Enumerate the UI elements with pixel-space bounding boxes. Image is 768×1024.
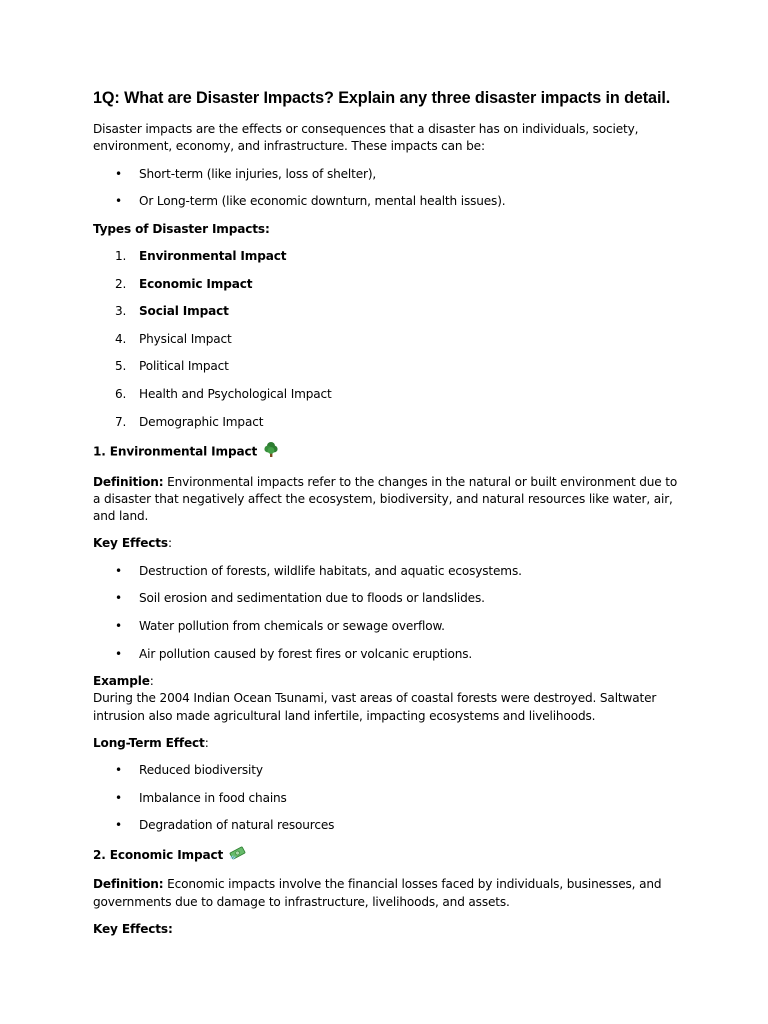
section-heading-text: 2. Economic Impact <box>93 848 224 863</box>
list-item <box>93 590 683 607</box>
definition-label: Definition: <box>93 474 164 489</box>
list-item-text: Social Impact <box>139 304 229 319</box>
list-item-text: Soil erosion and sedimentation due to floods or landslides. <box>139 591 485 606</box>
list-item-text: Destruction of forests, wildlife habitats, and aquatic ecosystems. <box>139 563 522 578</box>
list-number: 3. <box>115 304 127 319</box>
list-number: 7. <box>115 414 127 429</box>
economic-key-effects-heading <box>93 921 683 938</box>
types-heading-text: Types of Disaster Impacts: <box>93 221 270 236</box>
long-term-effect-heading <box>93 735 683 752</box>
money-icon <box>229 845 246 866</box>
list-item-text: Environmental Impact <box>139 249 287 264</box>
example-paragraph: During the 2004 Indian Ocean Tsunami, vast areas of coastal forests were destroyed. Saltwater intrusion also made agricultural land infertile, impacting ecosystems and livelihoods. <box>93 691 657 723</box>
key-effects-label: Key Effects <box>93 536 168 551</box>
list-item <box>93 248 683 265</box>
list-number: 5. <box>115 359 127 374</box>
question-title: 1Q: What are Disaster Impacts? Explain any three disaster impacts in detail. <box>93 89 671 107</box>
list-item-text: Air pollution caused by forest fires or volcanic eruptions. <box>139 646 473 661</box>
list-item <box>93 276 683 293</box>
list-item <box>93 414 683 431</box>
economic-definition <box>93 876 683 911</box>
key-effects-label: Key Effects: <box>93 921 173 936</box>
definition-text: Environmental impacts refer to the changes in the natural or built environment due to a disaster that negatively affect the ecosystem, biodiversity, and natural resources like water, air, and land. <box>93 474 678 524</box>
list-item-text: Economic Impact <box>139 276 253 291</box>
bullet-marker: • <box>115 818 122 833</box>
types-heading <box>93 221 683 238</box>
types-list <box>93 248 683 431</box>
list-item-text: Degradation of natural resources <box>139 818 335 833</box>
intro-bullet-list <box>93 166 683 211</box>
list-number: 1. <box>115 249 127 264</box>
example-label: Example <box>93 674 150 689</box>
bullet-marker: • <box>115 194 122 209</box>
list-item <box>93 817 683 834</box>
list-item-text: Political Impact <box>139 359 229 374</box>
environmental-definition <box>93 474 683 526</box>
document-content <box>93 88 683 948</box>
list-item <box>93 303 683 320</box>
definition-text: Economic impacts involve the financial losses faced by individuals, businesses, and governments due to damage to infrastructure, livelihoods, and assets. <box>93 877 662 909</box>
list-item-text: Health and Psychological Impact <box>139 387 332 402</box>
section-heading-text: 1. Environmental Impact <box>93 444 258 459</box>
list-item-text: Water pollution from chemicals or sewage overflow. <box>139 618 445 633</box>
bullet-marker: • <box>115 563 122 578</box>
list-item <box>93 618 683 635</box>
list-item <box>93 563 683 580</box>
list-item-text: Demographic Impact <box>139 414 264 429</box>
list-item-text: Short-term (like injuries, loss of shelter), <box>139 166 377 181</box>
list-item <box>93 331 683 348</box>
list-item <box>93 166 683 183</box>
key-effects-list <box>93 563 683 663</box>
key-effects-heading <box>93 535 683 552</box>
list-item <box>93 646 683 663</box>
bullet-marker: • <box>115 790 122 805</box>
list-number: 2. <box>115 276 127 291</box>
long-term-colon: : <box>204 735 209 750</box>
list-number: 6. <box>115 387 127 402</box>
definition-label: Definition: <box>93 877 164 892</box>
bullet-marker: • <box>115 618 122 633</box>
list-item <box>93 386 683 403</box>
list-number: 4. <box>115 331 127 346</box>
intro-paragraph: Disaster impacts are the effects or consequences that a disaster has on individuals, society, environment, economy, and infrastructure. These impacts can be: <box>93 122 639 154</box>
list-item <box>93 358 683 375</box>
list-item <box>93 790 683 807</box>
economic-impact-heading <box>93 845 683 866</box>
list-item-text: Imbalance in food chains <box>139 790 287 805</box>
environmental-impact-heading <box>93 441 683 463</box>
bullet-marker: • <box>115 591 122 606</box>
bullet-marker: • <box>115 763 122 778</box>
example-heading <box>93 673 683 690</box>
long-term-effects-list <box>93 762 683 834</box>
list-item-text: Reduced biodiversity <box>139 763 263 778</box>
bullet-marker: • <box>115 166 122 181</box>
long-term-label: Long-Term Effect <box>93 735 205 750</box>
list-item <box>93 762 683 779</box>
list-item <box>93 193 683 210</box>
tree-icon <box>263 441 279 463</box>
list-item-text: Or Long-term (like economic downturn, mental health issues). <box>139 194 506 209</box>
bullet-marker: • <box>115 646 122 661</box>
key-effects-colon: : <box>167 536 172 551</box>
example-colon: : <box>149 674 154 689</box>
list-item-text: Physical Impact <box>139 331 232 346</box>
